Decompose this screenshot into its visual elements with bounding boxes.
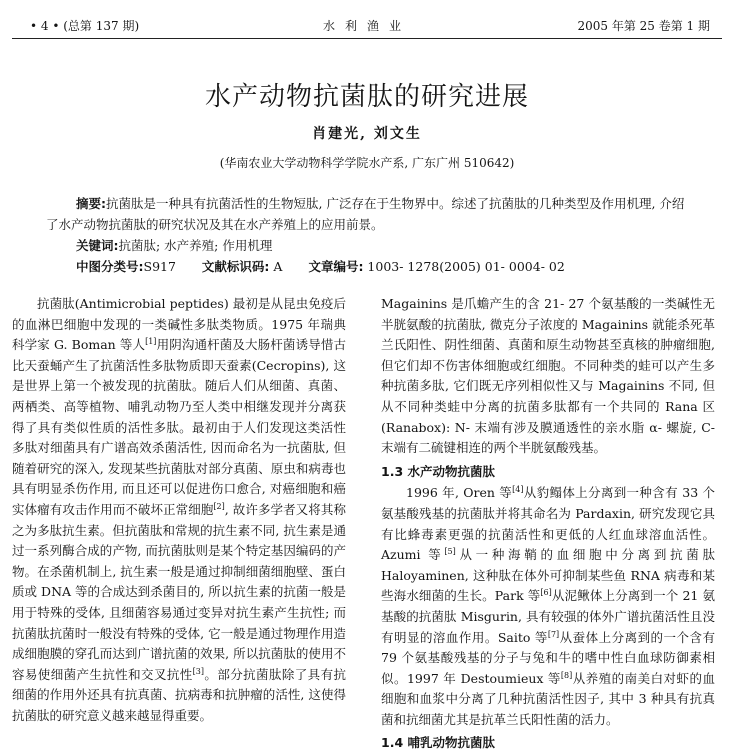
citation-3: [3]: [192, 666, 205, 676]
keywords-label: 关键词:: [76, 238, 119, 253]
affiliation: (华南农业大学动物科学学院水产系, 广东广州 510642): [219, 156, 515, 170]
citation-2: [2]: [213, 501, 225, 511]
article-no-value: 1003- 1278(2005) 01- 0004- 02: [367, 259, 565, 274]
aquatic-paragraph: [381, 483, 715, 730]
citation-8: [8]: [560, 670, 573, 680]
citation-7: [7]: [547, 629, 560, 639]
right-column: [381, 294, 715, 755]
document-code: [202, 257, 283, 275]
magainins-paragraph: Magainins 是爪蟾产生的含 21- 27 个氨基酸的一类碱性无半胱氨酸的抗菌肽, 微克分子浓度的 Magainins 就能杀死革兰氏阳性、阴性细菌、真菌和原生动物甚至真核的肿瘤细胞, 但它们却不伤害体细胞或红细胞。不同种类的蛙可以产生多种抗菌多肽, 它们既无序列相似性又与 Magainins 不同, 但从不同种类蛙中分离的抗菌多肽都有一个共同的 Rana 区(Ranabox): N- 末端有涉及膜通透性的亲水脂 α- 螺旋, C- 末端有二硫键相连的两个半胱氨酸残基。: [381, 296, 715, 456]
left-column: [12, 294, 346, 726]
article-no-label: 文章编号:: [308, 259, 364, 274]
aquatic-text-6: 从养殖的南美白对虾的血细胞和血浆中分离了几种抗菌活性因子, 其中 3 种具有抗真菌和抗细菌尤其是抗革兰氏阳性菌的活力。: [381, 670, 715, 727]
citation-4: [4]: [512, 485, 524, 495]
intro-text-4: 。部分抗菌肽除了具有抗细菌的作用外还具有抗真菌、抗病毒和抗肿瘤的活性, 这使得抗菌肽的研究意义越来越显得重要。: [12, 666, 346, 723]
clc-value: S917: [143, 259, 176, 274]
article-title: 水产动物抗菌肽的研究进展: [204, 82, 529, 112]
clc-number: [76, 257, 176, 275]
intro-text-3: , 故许多学者又将其称之为多肽抗生素。但抗菌肽和常规的抗生素不同, 抗生素是通过一系列酶合成的产物, 而抗菌肽则是某个特定基因编码的产物。在杀菌机制上, 抗生素一般是通过抑制细菌细胞壁、蛋白质或 DNA 等的合成达到杀菌目的, 所以抗生素的抗菌一般是用于特殊的受体, 且细菌容易通过变异对抗生素产生抗性; 而抗菌肽抗菌时一般没有特殊的受体, 它一般是通过物理作用造成细胞膜的穿孔而达到广谱抗菌的效果, 所以抗菌肽的使用不容易使细菌产生抗性和交叉抗性: [12, 501, 346, 682]
aquatic-text-4: 从泥鳅体上分离到一个 21 氨基酸的抗菌肽 Misgurin, 具有较强的体外广谱抗菌活性且没有明显的溶血作用。Saito 等: [381, 588, 715, 645]
aquatic-text-1: 1996 年, Oren 等: [406, 485, 513, 501]
authors: 肖建光, 刘文生: [312, 126, 422, 142]
page-number: • 4 • (总第 137 期): [30, 19, 140, 33]
running-header: [12, 14, 722, 39]
citation-1: [1]: [145, 337, 157, 347]
intro-text-1: 抗菌肽(Antimicrobial peptides) 最初是从昆虫免疫后的血淋巴细胞中发现的一类碱性多肽类物质。1975 年瑞典科学家 G. Boman 等人: [12, 296, 346, 353]
keywords-text: 抗菌肽; 水产养殖; 作用机理: [118, 238, 273, 253]
section-heading-1-3: 1.3 水产动物抗菌肽: [381, 463, 495, 479]
citation-6: [6]: [540, 588, 552, 598]
keywords: [76, 236, 272, 254]
classification-line: [76, 257, 565, 275]
citation-5: [5]: [444, 546, 456, 556]
doc-code-label: 文献标识码:: [201, 259, 270, 274]
doc-code-value: A: [273, 259, 283, 274]
issue-info: 2005 年第 25 卷第 1 期: [577, 19, 710, 33]
aquatic-text-2: 从豹鳎体上分离到一种含有 33 个氨基酸残基的抗菌肽并将其命名为 Pardaxin, 研究发现它具有比蜂毒素更强的抗菌活性和更低的人红血球溶血活性。Azumi 等: [381, 485, 715, 563]
journal-name: 水利渔业: [322, 19, 411, 33]
aquatic-text-3: 从一种海鞘的血细胞中分离到抗菌肽 Haloyaminen, 这种肽在体外可抑制某些鱼 RNA 病毒和某些海水细菌的生长。Park 等: [381, 547, 715, 604]
abstract-label: 摘要:: [76, 196, 106, 211]
clc-label: 中图分类号:: [76, 259, 144, 274]
intro-text-2: 用阴沟通杆菌及大肠杆菌诱导惜古比天蚕蛹产生了抗菌活性多肽物质即天蚕素(Cecropins), 这是世界上第一个被发现的抗菌肽。随后人们从细菌、真菌、两栖类、高等植物、哺乳动物乃至人类中相继发现并分离获得了具有类似性质的活性多肽。最初由于人们发现这类活性多肽对细菌具有广谱高效杀菌活性, 因而命名为一抗菌肽, 但随着研究的深入, 发现某些抗菌肽对部分真菌、原虫和病毒也具有明显杀伤作用, 而且还可以促进伤口愈合, 对癌细胞和癌实体瘤有攻击作用而不破坏正常细胞: [12, 337, 346, 517]
section-heading-1-4: 1.4 哺乳动物抗菌肽: [381, 735, 495, 751]
article-number: [308, 257, 564, 275]
abstract: [46, 193, 696, 235]
abstract-text: 抗菌肽是一种具有抗菌活性的生物短肽, 广泛存在于生物界中。综述了抗菌肽的几种类型及作用机理, 介绍了水产动物抗菌肽的研究状况及其在水产养殖上的应用前景。: [46, 196, 685, 232]
intro-paragraph: [12, 294, 346, 726]
aquatic-text-5: 从蚕体上分离到的一个含有 79 个氨基酸残基的分子与兔和牛的嗜中性白血球防御素相似。1997 年 Destoumieux 等: [381, 629, 715, 686]
